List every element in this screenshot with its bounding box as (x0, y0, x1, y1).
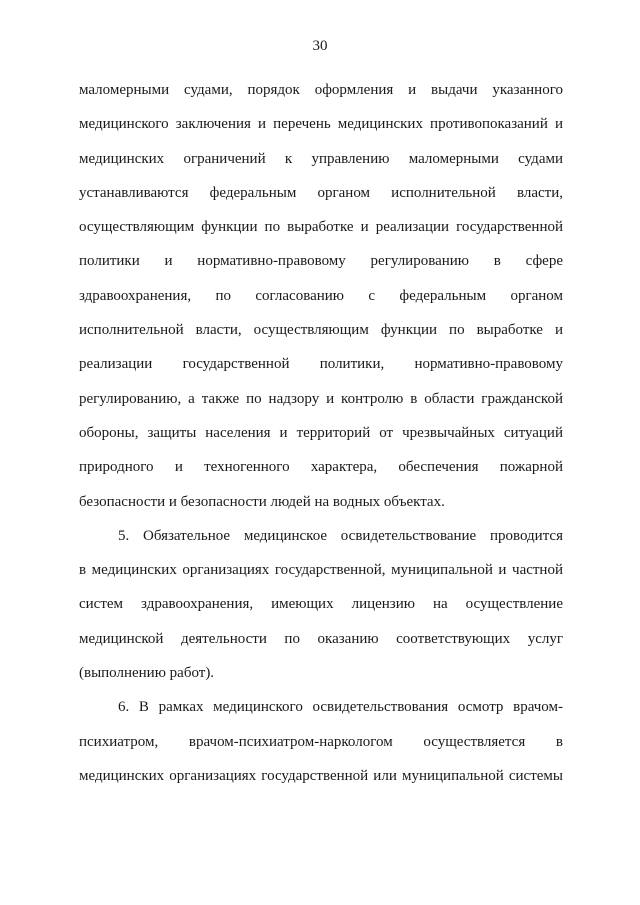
text-line: здравоохранения, по согласованию с федеральным органом (79, 287, 563, 304)
text-line: (выполнению работ). (79, 665, 215, 682)
document-body (79, 73, 563, 793)
text-line: в медицинских организациях государственной, муниципальной и частной (79, 562, 563, 579)
text-line: медицинской деятельности по оказанию соответствующих услуг (79, 630, 563, 647)
text-line: 6. В рамках медицинского освидетельствования осмотр врачом- (118, 699, 563, 716)
text-line: психиатром, врачом-психиатром-наркологом осуществляется в (79, 733, 563, 750)
text-line: регулированию, а также по надзору и контролю в области гражданской (79, 390, 563, 407)
text-line: обороны, защиты населения и территорий от чрезвычайных ситуаций (79, 424, 563, 441)
text-line: политики и нормативно-правовому регулированию в сфере (79, 253, 563, 270)
page-number: 30 (312, 38, 328, 54)
text-line: устанавливаются федеральным органом исполнительной власти, (79, 184, 563, 201)
text-line: медицинских организациях государственной или муниципальной системы (79, 767, 563, 784)
text-line: 5. Обязательное медицинское освидетельствование проводится (118, 527, 563, 544)
text-line: природного и техногенного характера, обеспечения пожарной (79, 459, 563, 476)
text-line: систем здравоохранения, имеющих лицензию на осуществление (79, 596, 563, 613)
text-line: исполнительной власти, осуществляющим функции по выработке и (79, 322, 563, 339)
paragraph-item-6 (79, 690, 563, 793)
text-line: осуществляющим функции по выработке и реализации государственной (79, 219, 563, 236)
paragraph-item-5 (79, 519, 563, 690)
text-line: медицинского заключения и перечень медицинских противопоказаний и (79, 116, 563, 133)
paragraph-continuation (79, 73, 563, 519)
text-line: маломерными судами, порядок оформления и выдачи указанного (79, 82, 563, 98)
text-line: безопасности и безопасности людей на водных объектах. (79, 493, 445, 510)
text-line: медицинских ограничений к управлению маломерными судами (79, 150, 563, 167)
text-line: реализации государственной политики, нормативно-правовому (79, 356, 563, 373)
